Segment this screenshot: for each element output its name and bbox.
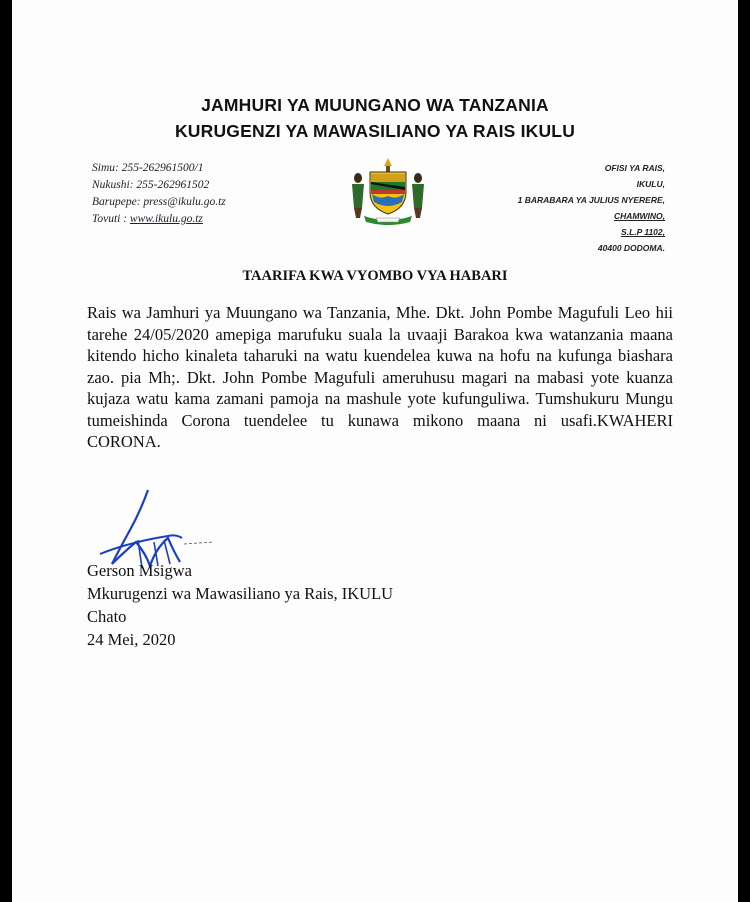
address-line-6: 40400 DODOMA. — [597, 243, 665, 253]
address-line-4: CHAMWINO, — [614, 211, 665, 221]
email-value: press@ikulu.go.tz — [143, 196, 226, 208]
email-line — [92, 194, 226, 211]
signer-date: 24 Mei, 2020 — [87, 630, 176, 649]
phone-text: Simu: 255-262961500/1 — [92, 162, 204, 174]
website-link[interactable]: www.ikulu.go.tz — [129, 213, 203, 225]
signer-name: Gerson Msigwa — [87, 561, 192, 580]
address-line-3: 1 BARABARA YA JULIUS NYERERE, — [517, 195, 665, 205]
header-line-1: JAMHURI YA MUUNGANO WA TANZANIA — [201, 95, 549, 115]
signer-place: Chato — [87, 607, 127, 626]
signer-block — [87, 559, 393, 651]
address-block — [518, 160, 665, 256]
document-title: TAARIFA KWA VYOMBO VYA HABARI — [242, 268, 508, 284]
press-statement-body: Rais wa Jamhuri ya Muungano wa Tanzania, Mhe. Dkt. John Pombe Magufuli Leo hii tarehe 24/05/2020 amepiga marufuku suala la uvaaji Barakoa kwa watanzania maana kitendo hicho kinaleta taharuki na watu kuendelea kuwa na hofu na kufunga biashara zao. pia Mh;. Dkt. John Pombe Magufuli ameruhusu magari na mabasi yote kuanza kujaza watu kama zamani pamoja na mashule yote kufunguliwa. Tumshukuru Mungu tumeishinda Corona tuendelee tu kunawa mikono maana ni usafi.KWAHERI CORONA. — [87, 303, 673, 451]
fax-text: Nukushi: 255-262961502 — [92, 179, 210, 191]
header-line-2: KURUGENZI YA MAWASILIANO YA RAIS IKULU — [174, 121, 576, 141]
email-label: Barupepe: — [92, 196, 144, 208]
address-line-1: OFISI YA RAIS, — [604, 163, 665, 173]
contact-block — [92, 160, 226, 228]
website-line — [92, 211, 226, 228]
coat-of-arms-icon — [346, 156, 430, 226]
signer-position: Mkurugenzi wa Mawasiliano ya Rais, IKULU — [87, 584, 394, 603]
address-line-5: S.L.P 1102, — [621, 227, 665, 237]
website-label: Tovuti : — [92, 213, 130, 225]
address-line-2: IKULU, — [636, 179, 665, 189]
